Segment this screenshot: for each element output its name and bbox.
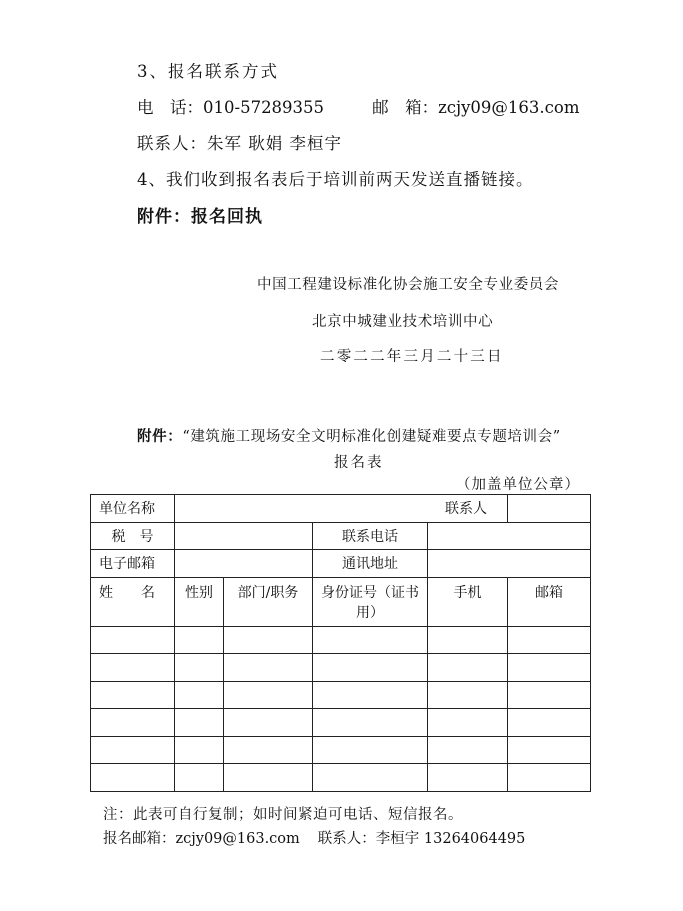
participant-gender-cell[interactable] bbox=[175, 626, 224, 654]
section4-text: 4、我们收到报名表后于培训前两天发送直播链接。 bbox=[137, 170, 534, 189]
stamp-note: （加盖单位公章） bbox=[456, 477, 580, 493]
participant-name-cell[interactable] bbox=[91, 709, 175, 737]
col-header-email: 邮箱 bbox=[508, 577, 591, 626]
signature-org2: 北京中城建业技术培训中心 bbox=[312, 314, 494, 330]
participant-name-cell[interactable] bbox=[91, 626, 175, 654]
participant-dept-cell[interactable] bbox=[224, 736, 313, 764]
col-header-name: 姓 名 bbox=[91, 577, 175, 626]
participant-mobile-cell[interactable] bbox=[428, 736, 508, 764]
form-subtitle: 报名表 bbox=[334, 455, 384, 471]
phone-email-line bbox=[137, 94, 580, 118]
participant-email-cell[interactable] bbox=[508, 681, 591, 709]
participant-mobile-cell[interactable] bbox=[428, 654, 508, 682]
participant-name-cell[interactable] bbox=[91, 681, 175, 709]
participant-gender-cell[interactable] bbox=[175, 736, 224, 764]
participant-row bbox=[91, 681, 591, 709]
participant-gender-cell[interactable] bbox=[175, 709, 224, 737]
participant-dept-cell[interactable] bbox=[224, 709, 313, 737]
col-header-id: 身份证号（证书用） bbox=[313, 577, 428, 626]
mailing-address-field[interactable] bbox=[428, 550, 591, 578]
participant-row bbox=[91, 764, 591, 792]
email-label: 邮 箱： bbox=[372, 98, 439, 117]
phone-label: 电 话： bbox=[137, 98, 203, 117]
participant-rows bbox=[91, 626, 591, 791]
participant-id-cell[interactable] bbox=[313, 681, 428, 709]
participant-email-cell[interactable] bbox=[508, 626, 591, 654]
participant-email-cell[interactable] bbox=[508, 764, 591, 792]
note-copy: 注：此表可自行复制；如时间紧迫可电话、短信报名。 bbox=[103, 807, 463, 823]
participant-mobile-cell[interactable] bbox=[428, 764, 508, 792]
tax-number-label: 税 号 bbox=[91, 522, 175, 550]
registration-form-table bbox=[90, 494, 591, 792]
participant-name-cell[interactable] bbox=[91, 764, 175, 792]
participant-row bbox=[91, 709, 591, 737]
contact-divider bbox=[507, 495, 508, 522]
contacts-line bbox=[137, 130, 342, 154]
contacts-value: 朱军 耿娟 李桓宇 bbox=[207, 134, 342, 153]
participant-id-cell[interactable] bbox=[313, 654, 428, 682]
participant-row bbox=[91, 626, 591, 654]
contact-split bbox=[427, 494, 590, 522]
col-header-gender: 性别 bbox=[175, 577, 224, 626]
participant-name-cell[interactable] bbox=[91, 654, 175, 682]
contact-person-label-text: 联系人 bbox=[445, 501, 487, 517]
note-contact-label: 联系人： bbox=[317, 831, 376, 847]
signature-date: 二零二二年三月二十三日 bbox=[320, 349, 504, 365]
unit-name-label: 单位名称 bbox=[91, 495, 175, 523]
email-address-field[interactable] bbox=[175, 550, 313, 578]
note-contact bbox=[103, 827, 525, 848]
section3-heading: 3、报名联系方式 bbox=[137, 62, 279, 81]
participant-email-cell[interactable] bbox=[508, 709, 591, 737]
contact-phone-label: 联系电话 bbox=[313, 522, 428, 550]
form-title-main: “建筑施工现场安全文明标准化创建疑难要点专题培训会” bbox=[182, 429, 561, 445]
note-email-label: 报名邮箱： bbox=[103, 831, 176, 847]
participant-header-row bbox=[91, 577, 591, 626]
col-header-mobile: 手机 bbox=[428, 577, 508, 626]
participant-gender-cell[interactable] bbox=[175, 681, 224, 709]
participant-id-cell[interactable] bbox=[313, 626, 428, 654]
participant-gender-cell[interactable] bbox=[175, 764, 224, 792]
email-value: zcjy09@163.com bbox=[438, 98, 580, 117]
email-address-label: 电子邮箱 bbox=[91, 550, 175, 578]
note-contact: 李桓宇 13264064495 bbox=[375, 831, 526, 847]
participant-mobile-cell[interactable] bbox=[428, 626, 508, 654]
tax-number-field[interactable] bbox=[175, 522, 313, 550]
note-email: zcjy09@163.com bbox=[175, 831, 300, 847]
participant-email-cell[interactable] bbox=[508, 736, 591, 764]
participant-dept-cell[interactable] bbox=[224, 764, 313, 792]
participant-id-cell[interactable] bbox=[313, 709, 428, 737]
participant-row bbox=[91, 736, 591, 764]
participant-id-cell[interactable] bbox=[313, 764, 428, 792]
contact-person-field[interactable] bbox=[509, 494, 589, 522]
contact-phone-field[interactable] bbox=[428, 522, 591, 550]
participant-row bbox=[91, 654, 591, 682]
participant-email-cell[interactable] bbox=[508, 654, 591, 682]
form-title-prefix: 附件： bbox=[137, 428, 183, 445]
participant-dept-cell[interactable] bbox=[224, 681, 313, 709]
signature-org1: 中国工程建设标准化协会施工安全专业委员会 bbox=[257, 277, 559, 293]
phone-value: 010-57289355 bbox=[203, 98, 325, 117]
contacts-label: 联系人： bbox=[137, 134, 207, 153]
participant-name-cell[interactable] bbox=[91, 736, 175, 764]
participant-id-cell[interactable] bbox=[313, 736, 428, 764]
attachment-heading: 附件：报名回执 bbox=[137, 207, 263, 227]
participant-dept-cell[interactable] bbox=[224, 654, 313, 682]
participant-mobile-cell[interactable] bbox=[428, 681, 508, 709]
participant-dept-cell[interactable] bbox=[224, 626, 313, 654]
mailing-address-label: 通讯地址 bbox=[313, 550, 428, 578]
form-title bbox=[137, 425, 561, 446]
form-row-email bbox=[91, 550, 591, 578]
form-row-tax bbox=[91, 522, 591, 550]
col-header-dept: 部门/职务 bbox=[224, 577, 313, 626]
participant-mobile-cell[interactable] bbox=[428, 709, 508, 737]
participant-gender-cell[interactable] bbox=[175, 654, 224, 682]
